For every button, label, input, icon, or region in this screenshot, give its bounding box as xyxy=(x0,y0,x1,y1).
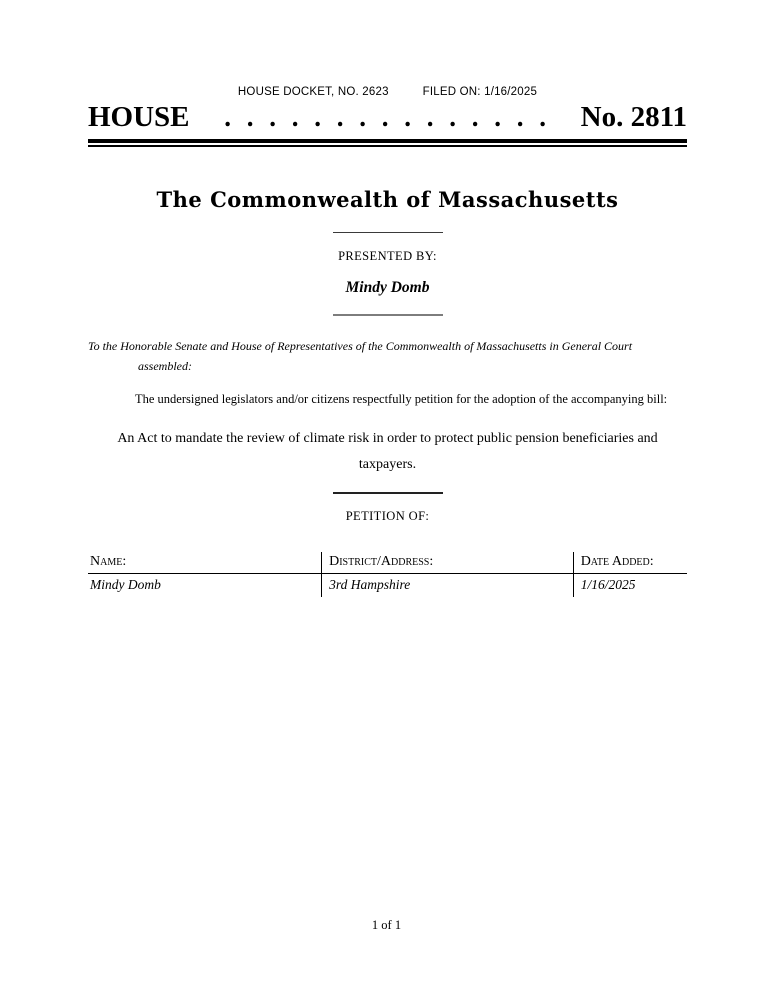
petitioner-district-cell: 3rd Hampshire xyxy=(322,574,574,598)
separator-line-gray xyxy=(333,314,443,316)
docket-header xyxy=(88,0,687,98)
presented-by-label: PRESENTED BY: xyxy=(338,249,437,264)
bill-number-line xyxy=(88,101,687,134)
chamber-label: HOUSE xyxy=(88,101,190,133)
document-content xyxy=(88,0,687,597)
leader-dots: . . . . . . . . . . . . . . . xyxy=(224,102,546,132)
column-header-district: District/Address: xyxy=(322,552,574,574)
petitioners-table xyxy=(88,552,687,597)
filed-date: FILED ON: 1/16/2025 xyxy=(422,86,538,98)
table-row xyxy=(88,574,687,598)
table-header-row xyxy=(88,552,687,574)
petitioner-name-cell: Mindy Domb xyxy=(90,577,161,593)
petition-of-label: PETITION OF: xyxy=(345,509,430,524)
double-rule xyxy=(88,139,687,147)
salutation-paragraph: To the Honorable Senate and House of Representatives of the Commonwealth of Massachusetts in General Court assembled: xyxy=(88,339,633,374)
separator-line-2 xyxy=(333,492,443,494)
presenter-name: Mindy Domb xyxy=(345,279,430,297)
column-header-date: Date Added: xyxy=(573,552,687,574)
act-title: An Act to mandate the review of climate risk in order to protect public pension beneficiaries and taxpayers. xyxy=(117,431,658,473)
separator-line xyxy=(333,232,443,233)
commonwealth-title: The Commonwealth of Massachusetts xyxy=(156,187,619,213)
column-header-name: Name: xyxy=(88,552,322,574)
docket-number: HOUSE DOCKET, NO. 2623 xyxy=(237,86,389,98)
page-number: 1 of 1 xyxy=(371,918,402,932)
bill-number: No. 2811 xyxy=(580,101,687,133)
petition-paragraph: The undersigned legislators and/or citizens respectfully petition for the adoption of the accompanying bill: xyxy=(135,392,668,407)
petitioner-date-cell: 1/16/2025 xyxy=(573,574,687,598)
